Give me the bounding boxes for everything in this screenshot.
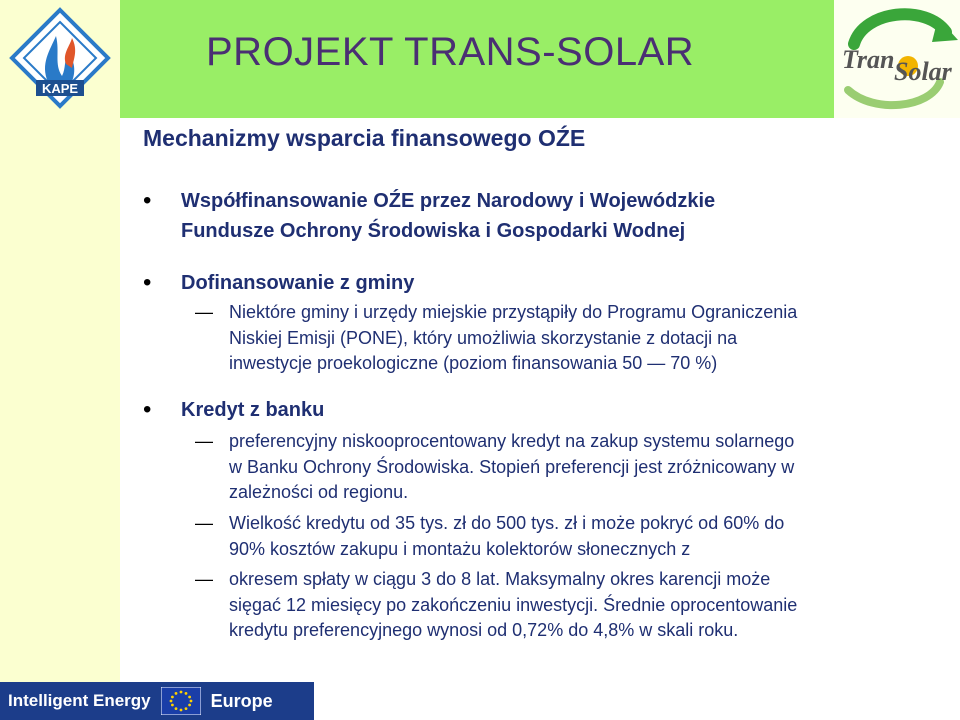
- bullet-line: Dofinansowanie z gminy: [181, 272, 415, 294]
- footer-text-left: Intelligent Energy: [8, 691, 151, 710]
- sub-item-line: — Niektóre gminy i urzędy miejskie przystąpiły do Programu Ograniczenia: [195, 300, 905, 326]
- bullet-text: [181, 395, 324, 425]
- sub-item: [195, 300, 905, 377]
- eu-flag-icon: [161, 687, 201, 715]
- sub-item-line: w Banku Ochrony Środowiska. Stopień preferencji jest zróżnicowany w: [229, 456, 795, 477]
- sub-item-line: Niskiej Emisji (PONE), który umożliwia skorzystanie z dotacji na: [229, 327, 738, 348]
- bullet-line: Współfinansowanie OŹE przez Narodowy i Wojewódzkie: [181, 190, 716, 212]
- bullet-item: [143, 268, 414, 298]
- dash-marker: —: [195, 569, 213, 589]
- bullet-line: Fundusze Ochrony Środowiska i Gospodarki Wodnej: [181, 220, 686, 242]
- bullet-marker: •: [143, 187, 152, 214]
- bullet-item: [143, 186, 715, 246]
- bullet-marker: •: [143, 269, 152, 296]
- bullet-marker: •: [143, 396, 152, 423]
- sub-item: [195, 429, 905, 506]
- trans-solar-logo-text-2: Solar: [894, 57, 952, 86]
- trans-solar-logo-icon: [834, 4, 960, 116]
- sub-item-line: zależności od regionu.: [229, 482, 409, 502]
- sub-item: [195, 511, 905, 562]
- section-heading: Mechanizmy wsparcia finansowego OŹE: [143, 125, 586, 151]
- sub-item-line: 90% kosztów zakupu i montażu kolektorów słonecznych z: [229, 538, 691, 559]
- dash-marker: —: [195, 431, 213, 451]
- sub-item-line: kredytu preferencyjnego wynosi od 0,72% do 4,8% w skali roku.: [229, 620, 739, 640]
- sub-item: [195, 567, 905, 644]
- footer-text-right: Europe: [210, 690, 273, 711]
- bullet-item: [143, 395, 324, 425]
- dash-marker: —: [195, 302, 213, 322]
- bullet-text: [181, 186, 715, 246]
- bullet-text: [181, 268, 414, 298]
- kape-logo-icon: [8, 6, 112, 110]
- sub-item-line: — Wielkość kredytu od 35 tys. zł do 500 tys. zł i może pokryć od 60% do: [195, 511, 905, 537]
- sub-item-line: sięgać 12 miesięcy po zakończeniu inwestycji. Średnie oprocentowanie: [229, 594, 798, 615]
- sub-item-line: — okresem spłaty w ciągu 3 do 8 lat. Maksymalny okres karencji może: [195, 567, 905, 593]
- sub-item-line: — preferencyjny niskooprocentowany kredyt na zakup systemu solarnego: [195, 429, 905, 455]
- page-title: PROJEKT TRANS-SOLAR: [206, 30, 695, 74]
- sub-item-line: inwestycje proekologiczne (poziom finansowania 50 — 70 %): [229, 353, 718, 373]
- trans-solar-logo-text-1: Tran: [842, 45, 895, 74]
- kape-logo-text: KAPE: [41, 81, 79, 96]
- dash-marker: —: [195, 513, 213, 533]
- bullet-line: Kredyt z banku: [181, 399, 325, 421]
- footer-badge: [0, 682, 314, 720]
